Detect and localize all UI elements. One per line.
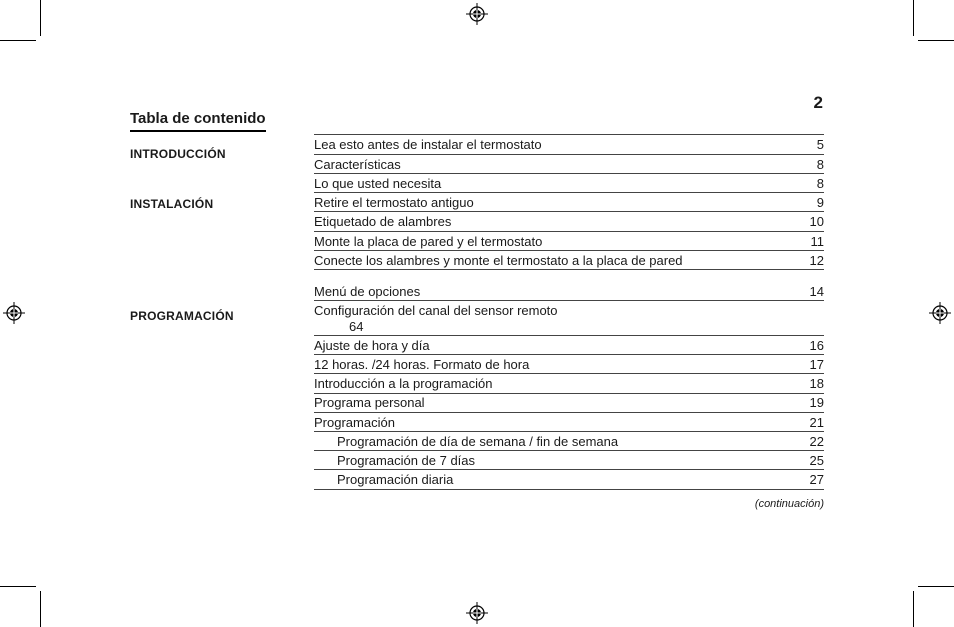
toc-divider xyxy=(314,154,824,155)
toc-entry-label: Retire el termostato antiguo xyxy=(314,195,474,210)
toc-entry-label: Programa personal xyxy=(314,395,425,410)
toc-divider xyxy=(314,373,824,374)
toc-entry-page: 16 xyxy=(809,338,824,353)
toc-divider xyxy=(314,393,824,394)
crop-mark xyxy=(913,591,914,627)
registration-mark-icon xyxy=(929,302,951,324)
toc-divider xyxy=(314,335,824,336)
crop-mark xyxy=(918,40,954,41)
registration-mark-icon xyxy=(466,602,488,624)
toc-divider xyxy=(314,173,824,174)
toc-entry-page: 25 xyxy=(809,453,824,468)
page-number: 2 xyxy=(813,93,823,112)
crop-mark xyxy=(40,0,41,36)
toc-divider xyxy=(314,412,824,413)
crop-mark xyxy=(40,591,41,627)
toc-entry-label: 12 horas. /24 horas. Formato de hora xyxy=(314,357,530,372)
toc-divider xyxy=(314,250,824,251)
toc-entry-label: Monte la placa de pared y el termostato xyxy=(314,234,543,249)
registration-mark-icon xyxy=(466,3,488,25)
toc-divider xyxy=(314,489,824,490)
toc-entry-page: 64 xyxy=(349,319,364,334)
toc-entry-page: 14 xyxy=(809,284,824,299)
toc-entry-page: 10 xyxy=(809,214,824,229)
toc-entry-page: 8 xyxy=(816,176,824,191)
section-programacion: PROGRAMACIÓN xyxy=(130,309,234,323)
toc-entry-page: 21 xyxy=(809,415,824,430)
toc-divider xyxy=(314,450,824,451)
toc-entry-label: Introducción a la programación xyxy=(314,376,493,391)
toc-entry-label: Lea esto antes de instalar el termostato xyxy=(314,137,542,152)
section-introduccion: INTRODUCCIÓN xyxy=(130,147,226,161)
crop-mark xyxy=(0,586,36,587)
crop-mark xyxy=(918,586,954,587)
toc-divider xyxy=(314,300,824,301)
toc-entry-page: 11 xyxy=(810,234,824,249)
toc-divider xyxy=(314,354,824,355)
toc-entry-page: 27 xyxy=(809,472,824,487)
toc-entry-label: Programación diaria xyxy=(337,472,454,487)
toc-entry-label: Programación xyxy=(314,415,395,430)
toc-entry-page: 19 xyxy=(809,395,824,410)
toc-divider xyxy=(314,192,824,193)
toc-entry-page: 5 xyxy=(816,137,824,152)
toc-entry-page: 9 xyxy=(816,195,824,210)
toc-entry-page: 12 xyxy=(809,253,824,268)
page-title: Tabla de contenido xyxy=(130,110,266,132)
toc-entry-page: 8 xyxy=(816,157,824,172)
toc-divider xyxy=(314,431,824,432)
toc-divider xyxy=(314,134,824,135)
toc-entry-label: Características xyxy=(314,157,401,172)
toc-entry-page: 18 xyxy=(809,376,824,391)
toc-entry-label: Lo que usted necesita xyxy=(314,176,442,191)
toc-divider xyxy=(314,269,824,270)
continued-note: (continuación) xyxy=(754,498,824,510)
toc-entry-label: Menú de opciones xyxy=(314,284,421,299)
toc-entry-label: Configuración del canal del sensor remoto xyxy=(314,303,558,318)
toc-entry-page: 17 xyxy=(809,357,824,372)
registration-mark-icon xyxy=(3,302,25,324)
crop-mark xyxy=(913,0,914,36)
toc-entry-label: Etiquetado de alambres xyxy=(314,214,452,229)
toc-divider xyxy=(314,469,824,470)
toc-entry-label: Ajuste de hora y día xyxy=(314,338,430,353)
toc-divider xyxy=(314,211,824,212)
toc-entry-label: Conecte los alambres y monte el termostato a la placa de pared xyxy=(314,253,683,268)
section-instalacion: INSTALACIÓN xyxy=(130,197,214,211)
toc-entry-label: Programación de día de semana / fin de semana xyxy=(337,434,619,449)
toc-entry-label: Programación de 7 días xyxy=(337,453,476,468)
toc-entry-page: 22 xyxy=(809,434,824,449)
crop-mark xyxy=(0,40,36,41)
toc-divider xyxy=(314,231,824,232)
